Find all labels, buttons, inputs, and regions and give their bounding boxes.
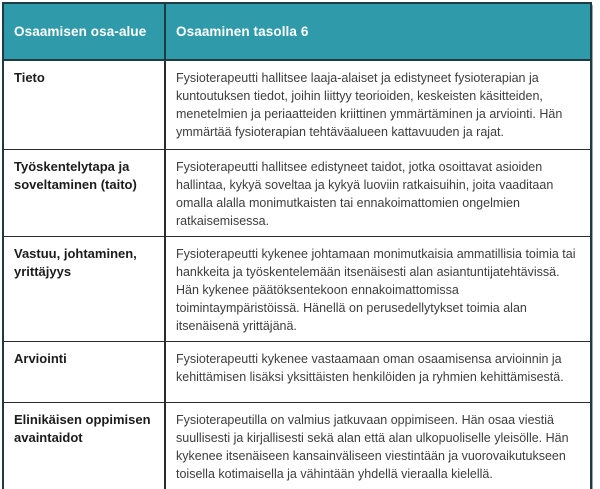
table-row — [3, 149, 591, 236]
header-row — [3, 3, 591, 60]
table-row — [3, 402, 591, 489]
table-body — [3, 60, 591, 489]
competence-level-table — [2, 2, 592, 489]
competence-area-cell: Arviointi — [3, 341, 165, 402]
competence-description-cell: Fysioterapeutti kykenee johtamaan monimutkaisia ammatillisia toimia tai hankkeita ja työskentelemään itsenäisesti alan asiantuntijatehtävissä. Hän kykenee päätöksentekoon ennakoimattomissa toimintaympäristöissä. Hänellä on perusedellytykset toimia alan itsenäisenä yrittäjänä. — [165, 236, 591, 341]
competence-area-cell: Vastuu, johtaminen, yrittäjyys — [3, 236, 165, 341]
competence-description-cell: Fysioterapeutti hallitsee laaja-alaiset ja edistyneet fysioterapian ja kuntoutuksen tiedot, joihin liittyy teorioiden, keskeisten käsitteiden, menetelmien ja periaatteiden kriittinen ymmärtäminen ja arviointi. Hän ymmärtää fysioterapian tehtäväalueen kattavuuden ja rajat. — [165, 60, 591, 149]
column-header-osaamisen-osa-alue: Osaamisen osa-alue — [3, 3, 165, 60]
table-row — [3, 341, 591, 402]
competence-description-cell: Fysioterapeutti hallitsee edistyneet taidot, jotka osoittavat asioiden hallintaa, kykyä soveltaa ja kykyä luoviin ratkaisuihin, joita vaaditaan omalla alalla monimutkaisten tai ennakoimattomien ongelmien ratkaisemisessa. — [165, 149, 591, 236]
table-frame — [2, 2, 590, 489]
competence-description-cell: Fysioterapeutti kykenee vastaamaan oman osaamisensa arvioinnin ja kehittämisen lisäksi yksittäisten henkilöiden ja ryhmien kehittämisestä. — [165, 341, 591, 402]
table-row — [3, 236, 591, 341]
competence-area-cell: Elinikäisen oppimisen avaintaidot — [3, 402, 165, 489]
competence-area-cell: Työskentelytapa ja soveltaminen (taito) — [3, 149, 165, 236]
column-header-osaaminen-tasolla-6: Osaaminen tasolla 6 — [165, 3, 591, 60]
table-header — [3, 3, 591, 60]
competence-description-cell: Fysioterapeutilla on valmius jatkuvaan oppimiseen. Hän osaa viestiä suullisesti ja kirjallisesti sekä alan että alan ulkopuoliselle yleisölle. Hän kykenee itsenäiseen kansainväliseen viestintään ja vuorovaikutukseen toisella kotimaisella ja vähintään yhdellä vieraalla kielellä. — [165, 402, 591, 489]
competence-area-cell: Tieto — [3, 60, 165, 149]
table-row — [3, 60, 591, 149]
